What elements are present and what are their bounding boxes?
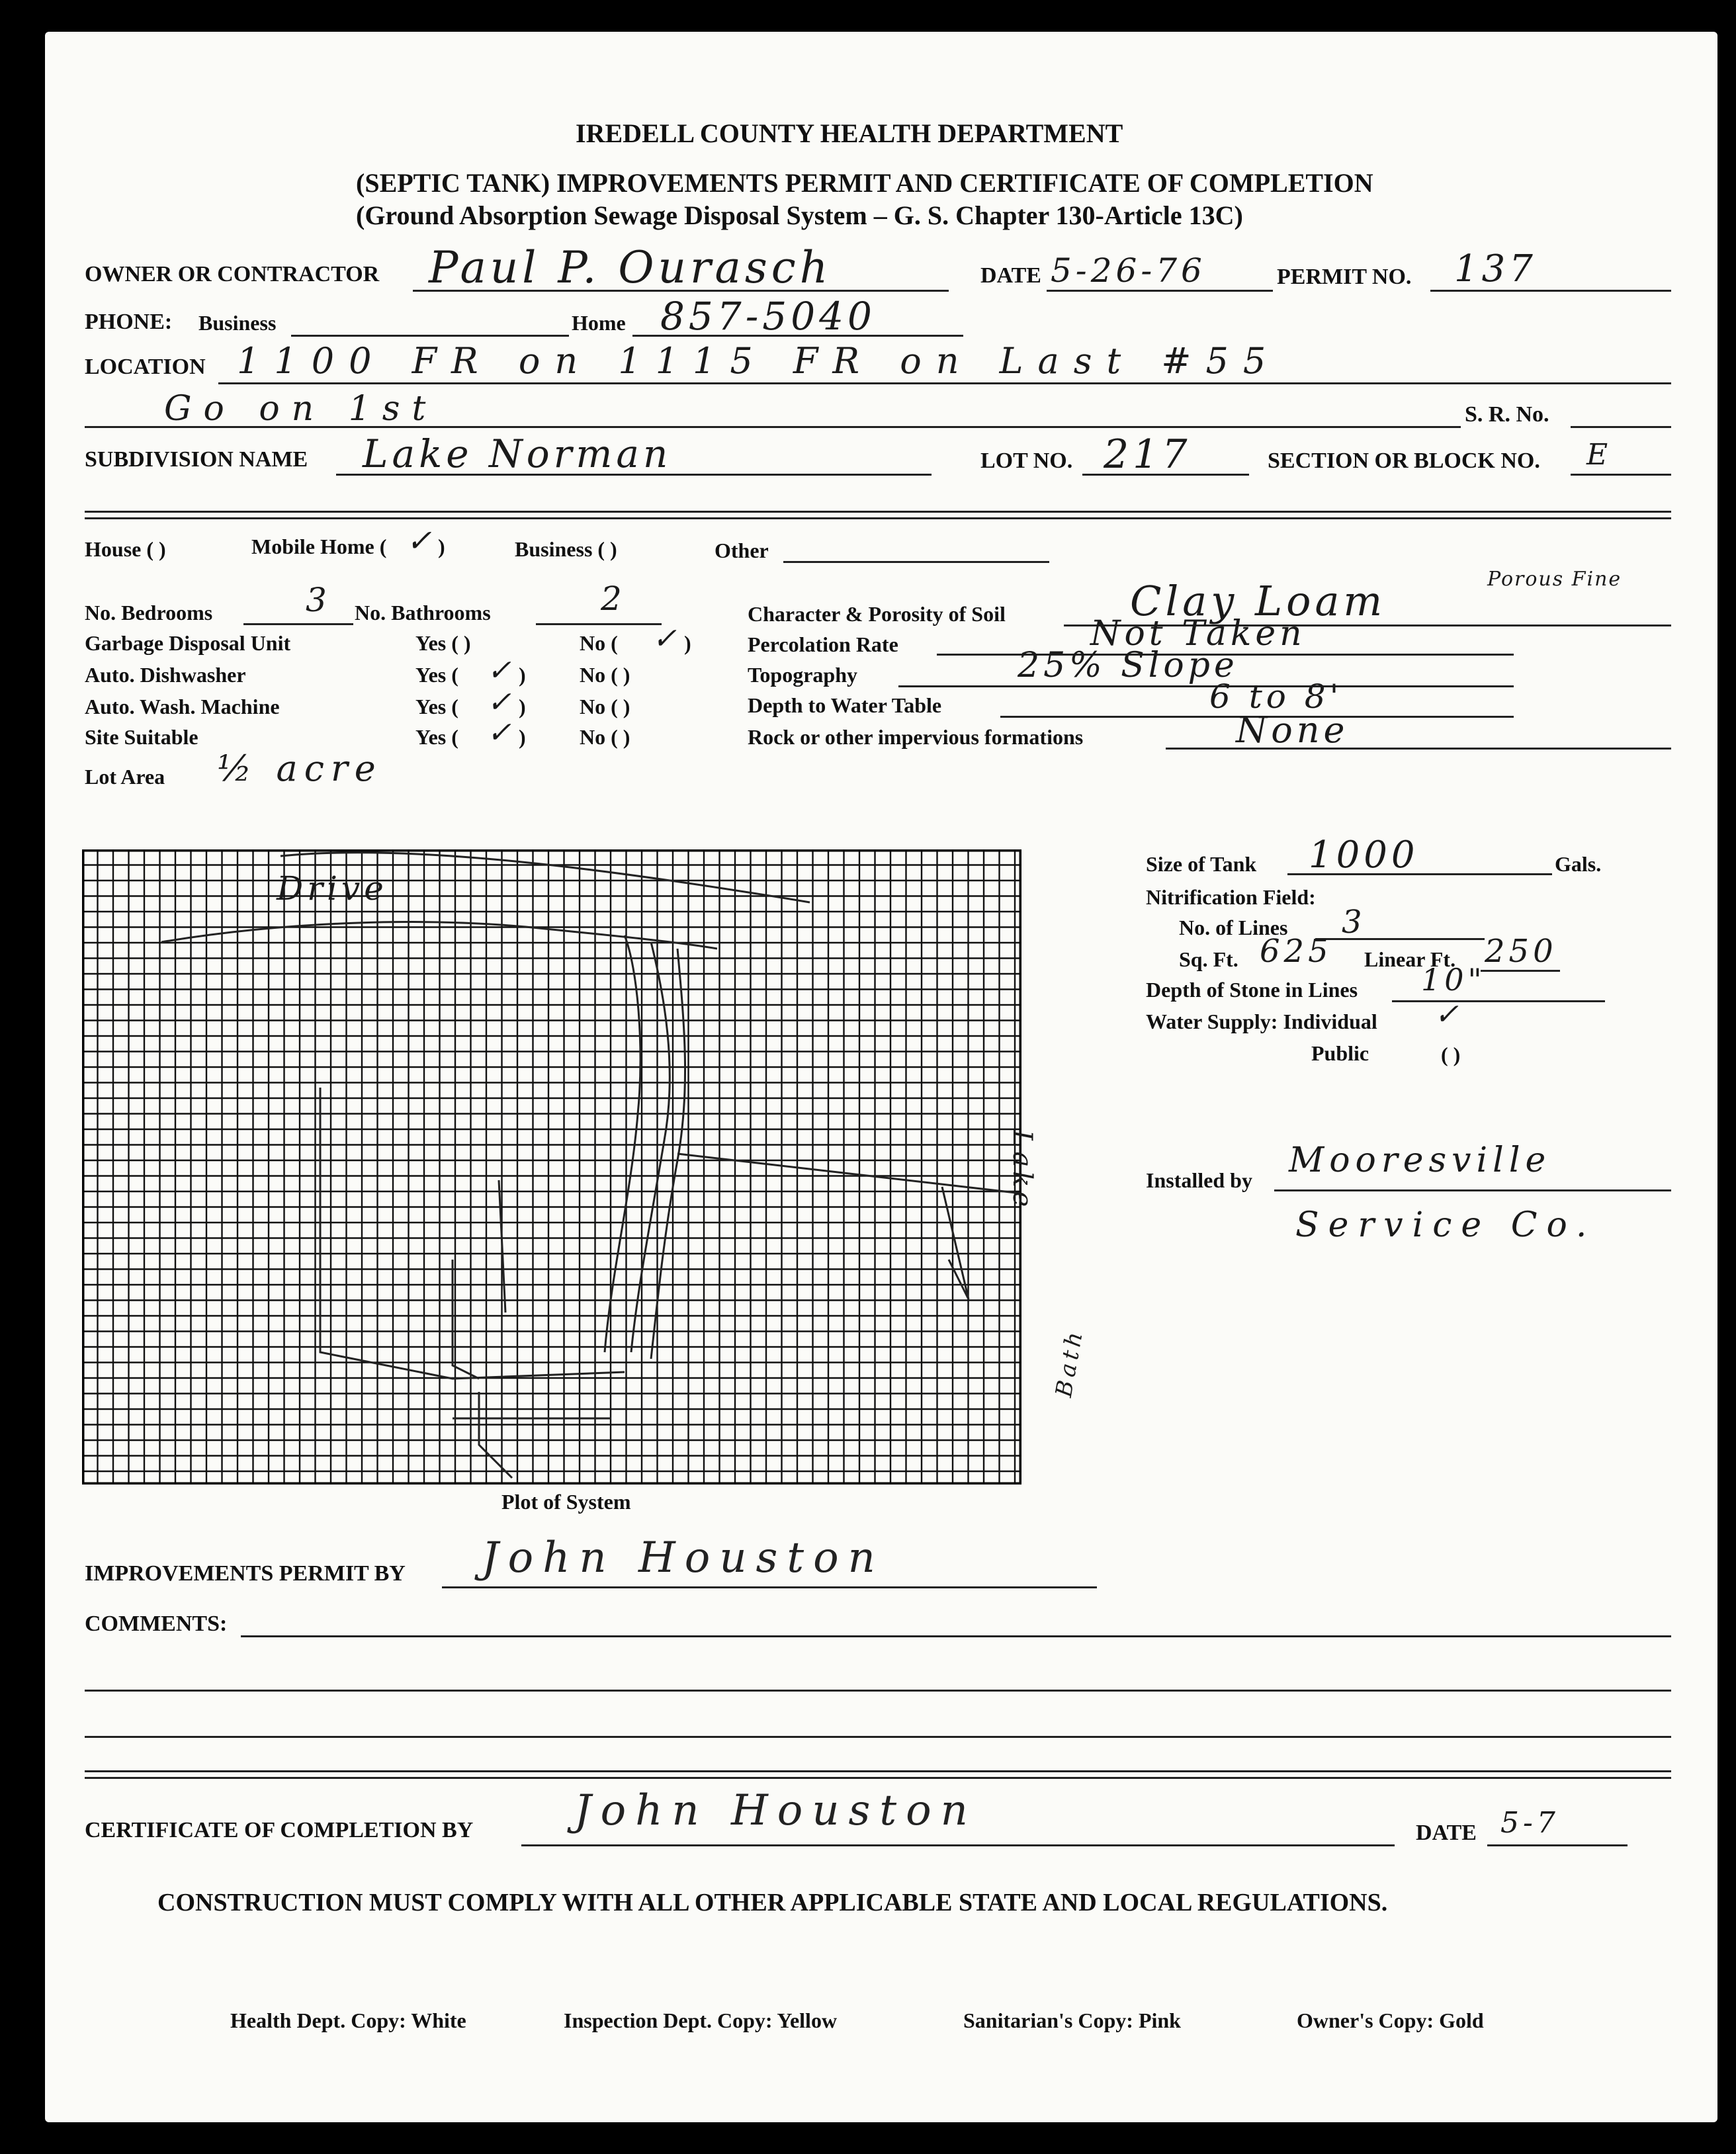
percolation-value: Not Taken — [1090, 614, 1306, 654]
comments-label: COMMENTS: — [85, 1612, 228, 1636]
lot-area-value: ½ acre — [217, 748, 382, 789]
comments-underline-3 — [85, 1736, 1671, 1738]
sketch-stroke-6 — [453, 1260, 479, 1379]
water-supply-public-mark: ( ) — [1441, 1043, 1461, 1066]
stone-depth-value: 10" — [1421, 962, 1486, 998]
section-underline — [1571, 474, 1671, 476]
topography-label: Topography — [748, 663, 857, 687]
regulations-notice: CONSTRUCTION MUST COMPLY WITH ALL OTHER APPLICABLE STATE AND LOCAL REGULATIONS. — [157, 1889, 1388, 1917]
lot-no-label: LOT NO. — [980, 449, 1073, 473]
dishwasher-yes-mark: ✓ — [487, 654, 515, 687]
water-table-value: 6 to 8' — [1209, 677, 1343, 716]
grid-lines — [82, 849, 1021, 1485]
type-business: Business ( ) — [515, 537, 617, 561]
bedrooms-value: 3 — [306, 581, 331, 619]
garbage-disposal-no: No ( — [580, 631, 618, 655]
tank-gals-label: Gals. — [1555, 852, 1602, 876]
comments-underline-1 — [241, 1635, 1671, 1637]
soil-character-value: Clay Loam — [1130, 577, 1387, 625]
form-subtitle: (Ground Absorption Sewage Disposal System – G. S. Chapter 130-Article 13C) — [356, 200, 1243, 230]
copy-owner: Owner's Copy: Gold — [1297, 2008, 1484, 2032]
stone-depth-label: Depth of Stone in Lines — [1146, 978, 1358, 1002]
dishwasher-label: Auto. Dishwasher — [85, 663, 246, 687]
water-table-label: Depth to Water Table — [748, 693, 942, 717]
rock-label: Rock or other impervious formations — [748, 725, 1084, 749]
plot-caption: Plot of System — [501, 1490, 631, 1514]
sr-no-underline — [1571, 426, 1671, 428]
plot-annotation-bath: Bath — [1051, 1326, 1089, 1399]
certificate-underline — [521, 1844, 1395, 1846]
section-value: E — [1586, 438, 1612, 472]
type-mobile-home-mark: ✓ — [406, 523, 436, 558]
washing-machine-yes-mark: ✓ — [487, 685, 515, 719]
washing-machine-yes: Yes ( — [415, 695, 458, 718]
sr-no-label: S. R. No. — [1465, 402, 1549, 427]
bedrooms-label: No. Bedrooms — [85, 601, 213, 625]
comments-underline-2 — [85, 1690, 1671, 1692]
location-underline-1 — [218, 382, 1671, 384]
garbage-disposal-yes: Yes ( ) — [415, 631, 471, 655]
no-of-lines-label: No. of Lines — [1179, 916, 1288, 939]
site-suitable-yes-mark: ✓ — [487, 716, 515, 750]
copy-health-dept: Health Dept. Copy: White — [230, 2008, 466, 2032]
nitrification-field-label: Nitrification Field: — [1146, 885, 1316, 909]
business-phone-underline — [291, 335, 569, 337]
improvements-permit-by-signature: John Houston — [482, 1533, 885, 1582]
type-other-underline — [783, 561, 1049, 563]
installed-by-value-line2: Service Co. — [1295, 1205, 1596, 1245]
date-value: 5-26-76 — [1051, 251, 1206, 290]
installed-by-label: Installed by — [1146, 1168, 1252, 1192]
plot-of-system-grid — [82, 849, 1021, 1485]
type-mobile-home-label: Mobile Home ( — [251, 535, 387, 558]
type-mobile-home-close: ) — [438, 535, 445, 558]
bathrooms-label: No. Bathrooms — [355, 601, 491, 625]
form-title: (SEPTIC TANK) IMPROVEMENTS PERMIT AND CERTIFICATE OF COMPLETION — [356, 168, 1373, 198]
sq-ft-value: 625 — [1260, 933, 1332, 970]
soil-character-note: Porous Fine — [1487, 568, 1622, 591]
sketch-stroke-9 — [942, 1187, 969, 1299]
washing-machine-label: Auto. Wash. Machine — [85, 695, 280, 718]
certificate-date-value: 5-7 — [1500, 1806, 1559, 1840]
site-suitable-yes: Yes ( — [415, 725, 458, 749]
garbage-disposal-no-close: ) — [684, 631, 691, 655]
divider-line-4 — [85, 1777, 1671, 1779]
lot-area-label: Lot Area — [85, 765, 165, 789]
type-other-label: Other — [715, 538, 769, 562]
garbage-disposal-no-mark: ✓ — [652, 622, 681, 656]
topography-underline — [898, 685, 1514, 687]
linear-ft-value: 250 — [1485, 933, 1557, 970]
permit-form — [45, 32, 1717, 2122]
site-suitable-label: Site Suitable — [85, 725, 198, 749]
date-label: DATE — [980, 263, 1041, 288]
dishwasher-no: No ( ) — [580, 663, 630, 687]
garbage-disposal-label: Garbage Disposal Unit — [85, 631, 291, 655]
tank-size-value: 1000 — [1309, 834, 1419, 877]
home-phone-value: 857-5040 — [660, 294, 876, 339]
dishwasher-yes-close: ) — [519, 663, 526, 687]
no-of-lines-underline — [1315, 938, 1485, 940]
type-house: House ( ) — [85, 537, 166, 561]
certificate-date-underline — [1487, 1844, 1628, 1846]
lot-no-value: 217 — [1104, 431, 1192, 478]
no-of-lines-value: 3 — [1342, 904, 1366, 941]
linear-ft-underline — [1481, 970, 1560, 972]
copy-inspection-dept: Inspection Dept. Copy: Yellow — [564, 2008, 838, 2032]
subdivision-label: SUBDIVISION NAME — [85, 447, 308, 472]
grid-border — [83, 850, 1021, 1484]
plot-annotation-drive: Drive — [277, 869, 388, 908]
rock-value: None — [1236, 709, 1349, 751]
site-suitable-yes-close: ) — [519, 725, 526, 749]
topography-value: 25% Slope — [1018, 646, 1238, 685]
owner-label: OWNER OR CONTRACTOR — [85, 262, 380, 286]
section-label: SECTION OR BLOCK NO. — [1268, 449, 1540, 473]
site-suitable-no: No ( ) — [580, 725, 630, 749]
location-line-2: Go on 1st — [164, 389, 438, 429]
improvements-permit-by-underline — [442, 1586, 1097, 1588]
bathrooms-value: 2 — [601, 580, 626, 618]
installed-by-value: Mooresville — [1289, 1141, 1551, 1180]
bathrooms-underline — [536, 623, 662, 625]
permit-value: 137 — [1454, 247, 1537, 290]
certificate-of-completion-label: CERTIFICATE OF COMPLETION BY — [85, 1818, 474, 1842]
location-label: LOCATION — [85, 355, 206, 379]
phone-label: PHONE: — [85, 310, 173, 334]
subdivision-value: Lake Norman — [363, 431, 672, 476]
bedrooms-underline — [243, 623, 353, 625]
soil-character-label: Character & Porosity of Soil — [748, 602, 1006, 626]
divider-line-3 — [85, 1770, 1671, 1772]
department-title: IREDELL COUNTY HEALTH DEPARTMENT — [576, 118, 1123, 148]
water-supply-public-label: Public — [1311, 1041, 1369, 1065]
linear-ft-label: Linear Ft. — [1364, 947, 1456, 971]
owner-value: Paul P. Ourasch — [429, 242, 832, 293]
home-phone-label: Home — [572, 311, 626, 335]
date-underline — [1047, 290, 1273, 292]
business-phone-label: Business — [198, 311, 277, 335]
tank-size-label: Size of Tank — [1146, 852, 1257, 876]
water-supply-label: Water Supply: Individual — [1146, 1010, 1377, 1033]
plot-annotation-lake: Lake — [1007, 1130, 1037, 1211]
water-supply-individual-mark: ✓ — [1434, 998, 1463, 1031]
dishwasher-yes: Yes ( — [415, 663, 458, 687]
improvements-permit-by-label: IMPROVEMENTS PERMIT BY — [85, 1561, 406, 1586]
divider-line-2 — [85, 517, 1671, 519]
installed-by-underline — [1274, 1189, 1671, 1191]
stone-depth-underline — [1392, 1000, 1605, 1002]
sketch-stroke-11 — [479, 1392, 512, 1478]
permit-label: PERMIT NO. — [1277, 265, 1412, 289]
washing-machine-yes-close: ) — [519, 695, 526, 718]
certificate-signature: John Houston — [574, 1786, 977, 1835]
percolation-label: Percolation Rate — [748, 632, 898, 656]
washing-machine-no: No ( ) — [580, 695, 630, 718]
divider-line-1 — [85, 511, 1671, 513]
certificate-date-label: DATE — [1416, 1821, 1477, 1845]
copy-sanitarian: Sanitarian's Copy: Pink — [963, 2008, 1181, 2032]
location-line-1: 1100 FR on 1115 FR on Last #55 — [237, 340, 1281, 382]
sq-ft-label: Sq. Ft. — [1179, 947, 1238, 971]
